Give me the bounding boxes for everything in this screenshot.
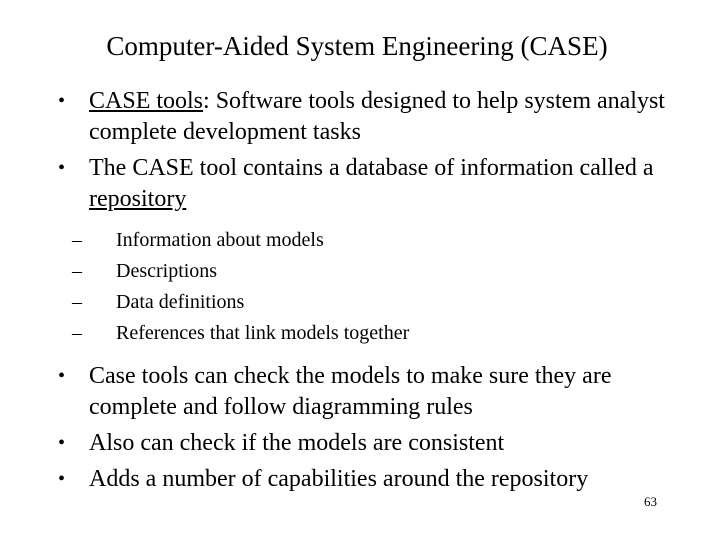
term-repository: repository (89, 186, 187, 212)
bullet-text: : Software tools designed to help system analyst complete development tasks (89, 88, 665, 145)
sub-bullet-item (58, 256, 678, 287)
sub-bullet-text: References that link models together (116, 322, 410, 344)
bullet-marker: • (58, 432, 66, 454)
bullet-item (58, 428, 678, 459)
sub-bullet-text: Descriptions (116, 260, 218, 282)
bullet-item (58, 86, 678, 148)
sub-bullet-text: Information about models (116, 229, 324, 251)
bullet-marker: • (58, 468, 66, 490)
page-number: 63 (644, 494, 657, 509)
bullet-item (58, 464, 678, 495)
bullet-marker: • (58, 90, 66, 112)
bullet-item (58, 361, 678, 423)
sub-bullet-list (58, 225, 678, 349)
sub-bullet-marker: – (72, 291, 82, 313)
bullet-list (58, 86, 678, 500)
sub-bullet-marker: – (72, 322, 82, 344)
sub-bullet-text: Data definitions (116, 291, 245, 313)
bullet-marker: • (58, 157, 66, 179)
slide-title: Computer-Aided System Engineering (CASE) (106, 31, 608, 61)
sub-bullet-group (58, 225, 678, 349)
bullet-item (58, 153, 678, 215)
bullet-text: Also can check if the models are consistent (89, 430, 505, 456)
sub-bullet-item (58, 318, 678, 349)
sub-bullet-marker: – (72, 229, 82, 251)
bullet-marker: • (58, 365, 66, 387)
bullet-text: Adds a number of capabilities around the repository (89, 466, 589, 492)
term-case-tools: CASE tools (89, 88, 204, 114)
sub-bullet-item (58, 225, 678, 256)
sub-bullet-item (58, 287, 678, 318)
bullet-text: Case tools can check the models to make sure they are complete and follow diagramming rules (89, 363, 612, 420)
sub-bullet-marker: – (72, 260, 82, 282)
bullet-text: The CASE tool contains a database of information called a (89, 155, 654, 181)
